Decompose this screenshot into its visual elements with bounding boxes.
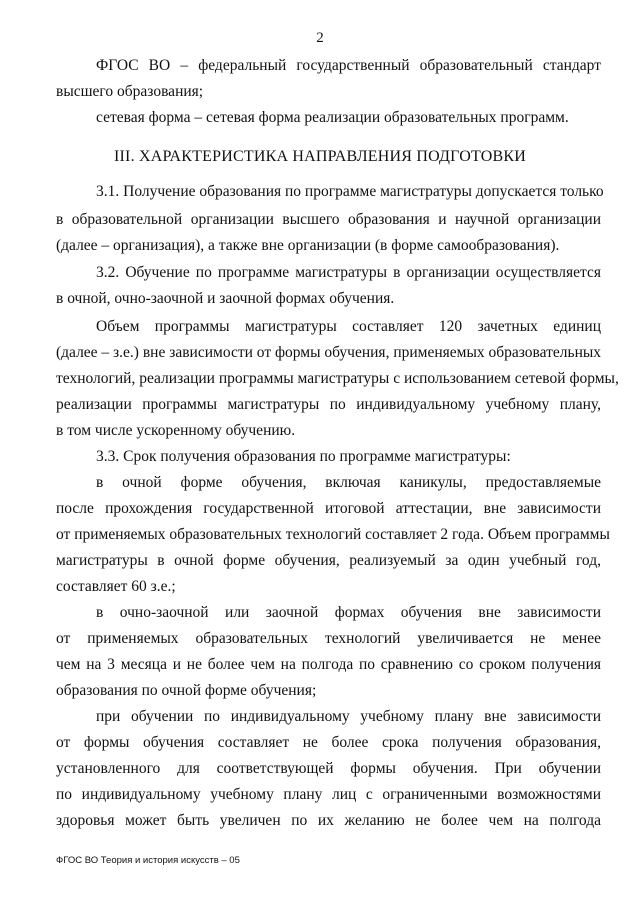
text-line: по индивидуальному учебному плану лиц с ограниченными возможностями xyxy=(56,786,601,803)
text-line: составляет 60 з.е.; xyxy=(56,578,176,595)
text-line: в том числе ускоренному обучению. xyxy=(56,422,296,439)
text-line: здоровья может быть увеличен по их желанию не более чем на полгода xyxy=(56,812,601,829)
text-line: чем на 3 месяца и не более чем на полгода по сравнению со сроком получения xyxy=(56,656,601,673)
section-heading: III. ХАРАКТЕРИСТИКА НАПРАВЛЕНИЯ ПОДГОТОВКИ xyxy=(114,148,526,165)
text-line: 3.2. Обучение по программе магистратуры в организации осуществляется xyxy=(96,264,601,281)
text-line: от применяемых образовательных технологий увеличивается не менее xyxy=(56,630,601,647)
text-line: от формы обучения составляет не более срока получения образования, xyxy=(56,734,601,751)
page-footer: ФГОС ВО Теория и история искусств – 05 xyxy=(56,855,240,866)
text-line: в очной, очно-заочной и заочной формах обучения. xyxy=(56,290,395,307)
text-line: после прохождения государственной итоговой аттестации, вне зависимости xyxy=(56,500,601,517)
text-line: Объем программы магистратуры составляет 120 зачетных единиц xyxy=(96,318,601,335)
text-line: магистратуры в очной форме обучения, реализуемый за один учебный год, xyxy=(56,552,601,569)
text-line: реализации программы магистратуры по индивидуальному учебному плану, xyxy=(56,396,601,413)
text-line: технологий, реализации программы магистратуры с использованием сетевой формы, xyxy=(56,370,619,387)
text-line: установленного для соответствующей формы обучения. При обучении xyxy=(56,760,601,777)
text-line: при обучении по индивидуальному учебному плану вне зависимости xyxy=(96,708,601,725)
text-line: (далее – организация), а также вне организации (в форме самообразования). xyxy=(56,237,560,254)
text-line: в очно-заочной или заочной формах обучения вне зависимости xyxy=(96,604,601,621)
text-line: 3.3. Срок получения образования по программе магистратуры: xyxy=(96,448,511,465)
text-line: 3.1. Получение образования по программе магистратуры допускается только xyxy=(96,183,604,200)
text-line: в очной форме обучения, включая каникулы, предоставляемые xyxy=(96,474,601,491)
page-number: 2 xyxy=(316,30,324,46)
text-line: в образовательной организации высшего образования и научной организации xyxy=(56,211,601,228)
text-line: (далее – з.е.) вне зависимости от формы обучения, применяемых образовательных xyxy=(56,344,602,361)
text-line: образования по очной форме обучения; xyxy=(56,682,317,699)
text-line: сетевая форма – сетевая форма реализации образовательных программ. xyxy=(96,109,569,126)
text-line: высшего образования; xyxy=(56,83,204,100)
text-line: от применяемых образовательных технологий составляет 2 года. Объем программы xyxy=(56,526,610,543)
text-line: ФГОС ВО – федеральный государственный образовательный стандарт xyxy=(96,57,601,74)
